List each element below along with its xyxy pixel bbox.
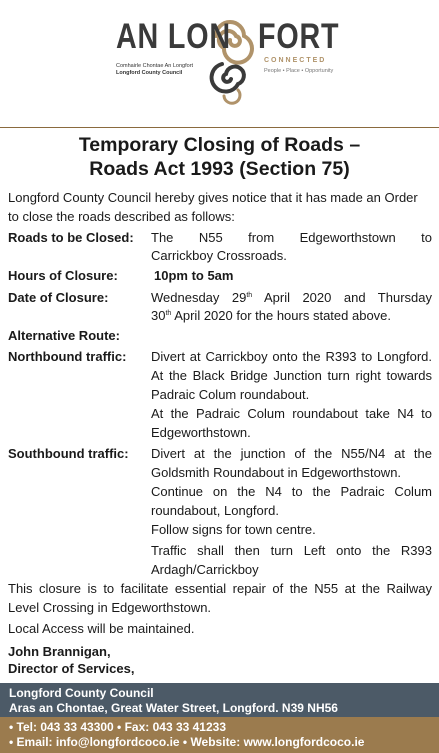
logo-tagline: People • Place • Opportunity [264,68,334,74]
footer-contact-band [0,717,439,753]
footer-org: Longford County Council [9,686,154,700]
footer-address: Aras an Chontae, Great Water Street, Longford. N39 NH56 [9,701,338,715]
date-day1: Wednesday 29 [151,290,247,305]
southbound-paragraph-3: Follow signs for town centre. [151,522,316,537]
hours-value: 10pm to 5am [154,268,234,283]
southbound-label: Southbound traffic: [8,446,129,461]
date-rest1: April 2020 and Thursday [252,290,432,305]
date-value-line2 [151,306,432,325]
footer-web: • Email: info@longfordcoco.ie • Website: www.longfordcoco.ie [9,735,365,749]
northbound-paragraph-2: At the Padraic Colum roundabout take N4 to Edgeworthstown. [151,406,432,440]
local-access: Local Access will be maintained. [8,621,195,636]
alt-route-label: Alternative Route: [8,328,120,343]
date-label: Date of Closure: [8,290,109,305]
southbound-paragraph-4: Traffic shall then turn Left onto the R393 Ardagh/Carrickboy [151,543,432,577]
divider [0,127,439,128]
northbound-label: Northbound traffic: [8,349,127,364]
intro-paragraph: Longford County Council hereby gives notice that it has made an Order to close the roads described as follows: [8,190,418,224]
southbound-paragraph-1: Divert at the junction of the N55/N4 at the Goldsmith Roundabout in Edgeworthstown. [151,446,432,480]
notice-title-line1: Temporary Closing of Roads – [78,134,361,156]
footer-address-band [0,683,439,717]
logo-irish-name: Comhairle Chontae An Longfort [116,63,194,69]
hours-label: Hours of Closure: [8,268,118,283]
closure-reason: This closure is to facilitate essential repair of the N55 at the Railway Level Crossing in Edgeworthstown. [8,581,432,615]
footer-phone: • Tel: 043 33 43300 • Fax: 043 33 41233 [9,720,227,734]
date-value-line1 [151,288,432,307]
roads-value-line1: The N55 from Edgeworthstown to [151,230,432,245]
southbound-paragraph-2: Continue on the N4 to the Padraic Colum roundabout, Longford. [151,484,432,518]
roads-label: Roads to be Closed: [8,230,134,245]
notice-title-line2: Roads Act 1993 (Section 75) [89,158,350,180]
signatory-title: Director of Services, [8,661,135,676]
logo-connected: CONNECTED [264,57,327,64]
signatory-name: John Brannigan, [8,644,111,659]
date-rest2: April 2020 for the hours stated above. [171,308,392,323]
date-day2: 30 [151,308,166,323]
roads-value-line2: Carrickboy Crossroads. [151,248,287,263]
northbound-paragraph-1: Divert at Carrickboy onto the R393 to Longford. At the Black Bridge Junction turn right towards Padraic Colum roundabout. [151,349,432,402]
logo-wordmark-right: FORT [258,17,340,56]
date-ordinal1: th [246,292,253,299]
logo-english-name: Longford County Council [116,70,183,76]
logo-wordmark-left: AN LON [116,17,231,56]
date-ordinal2: th [165,310,172,317]
council-logo [0,0,439,118]
